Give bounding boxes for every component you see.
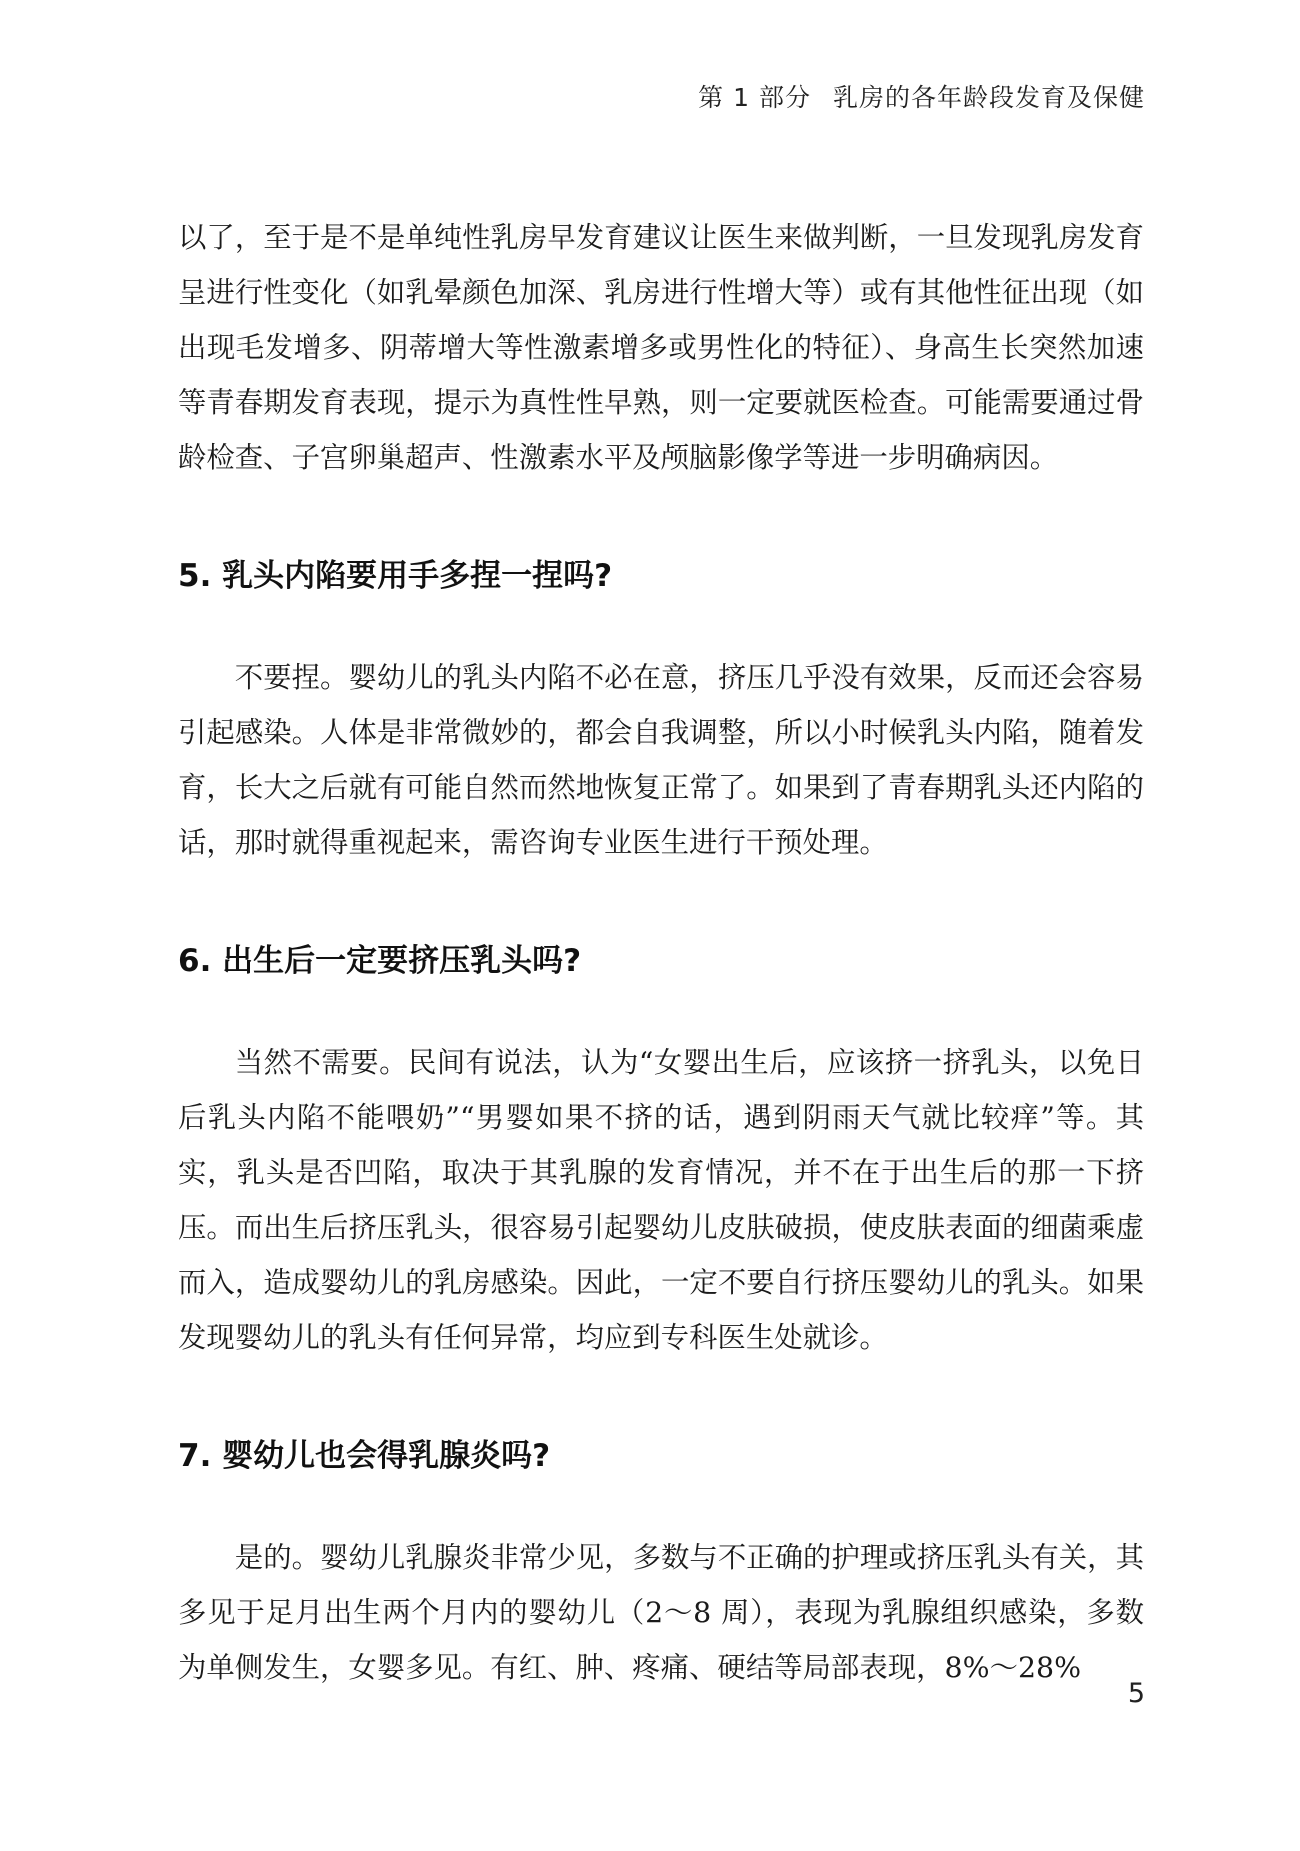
continuation-paragraph: 以了，至于是不是单纯性乳房早发育建议让医生来做判断，一旦发现乳房发育呈进行性变化（如乳晕颜色加深、乳房进行性增大等）或有其他性征出现（如出现毛发增多、阴蒂增大等性激素增多或男性化的特征）、身高生长突然加速等青春期发育表现，提示为真性性早熟，则一定要就医检查。可能需要通过骨龄检查、子宫卵巢超声、性激素水平及颅脑影像学等进一步明确病因。 [178, 221, 1144, 474]
page-body [178, 210, 1144, 1695]
section-5-body: 不要捏。婴幼儿的乳头内陷不必在意，挤压几乎没有效果，反而还会容易引起感染。人体是非常微妙的，都会自我调整，所以小时候乳头内陷，随着发育，长大之后就有可能自然而然地恢复正常了。如果到了青春期乳头还内陷的话，那时就得重视起来，需咨询专业医生进行干预处理。 [178, 661, 1144, 859]
header-title: 乳房的各年龄段发育及保健 [832, 83, 1145, 112]
section-7-heading: 7. 婴幼儿也会得乳腺炎吗? [178, 1438, 551, 1474]
page-number: 5 [1127, 1678, 1145, 1709]
section-7-body: 是的。婴幼儿乳腺炎非常少见，多数与不正确的护理或挤压乳头有关，其多见于足月出生两个月内的婴幼儿（2～8 周），表现为乳腺组织感染，多数为单侧发生，女婴多见。有红、肿、疼痛、硬结等局部表现，8%～28% [178, 1541, 1144, 1684]
header-part: 第 1 部分 [698, 83, 811, 112]
section-6-heading: 6. 出生后一定要挤压乳头吗? [178, 943, 582, 979]
running-header [698, 78, 1145, 114]
section-5-heading: 5. 乳头内陷要用手多捏一捏吗? [178, 558, 613, 594]
section-6-body: 当然不需要。民间有说法，认为“女婴出生后，应该挤一挤乳头，以免日后乳头内陷不能喂奶”“男婴如果不挤的话，遇到阴雨天气就比较痒”等。其实，乳头是否凹陷，取决于其乳腺的发育情况，并不在于出生后的那一下挤压。而出生后挤压乳头，很容易引起婴幼儿皮肤破损，使皮肤表面的细菌乘虚而入，造成婴幼儿的乳房感染。因此，一定不要自行挤压婴幼儿的乳头。如果发现婴幼儿的乳头有任何异常，均应到专科医生处就诊。 [178, 1046, 1144, 1354]
